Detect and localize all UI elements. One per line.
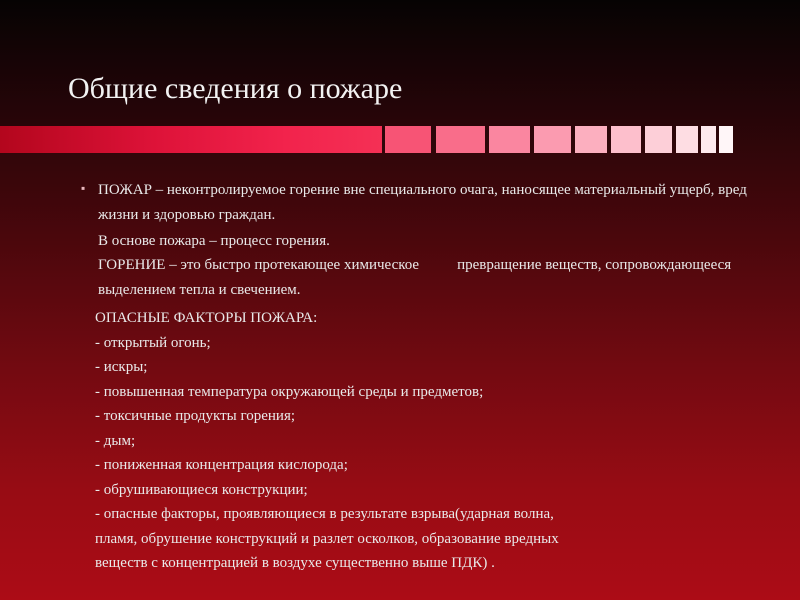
list-item: - обрушивающиеся конструкции;: [95, 481, 308, 498]
square-bullet-icon: ▪: [81, 181, 86, 195]
definition-combustion-part1: ГОРЕНИЕ – это быстро протекающее химическое: [98, 257, 420, 273]
decorative-stripe-bar: [0, 126, 800, 154]
list-item: пламя, обрушение конструкций и разлет осколков, образование вредных: [95, 530, 559, 547]
definition-fire: ПОЖАР – неконтролируемое горение вне специального очага, наносящее материальный ущерб, вред жизни и здоровью граждан.: [98, 182, 747, 223]
basis-of-fire: В основе пожара – процесс горения.: [98, 233, 330, 249]
definition-combustion-part2: превращение веществ, сопровождающееся выделением тепла и свечением.: [98, 257, 732, 298]
list-item: - дым;: [95, 432, 136, 449]
stripe-segment: [489, 126, 530, 153]
stripe-segment: [676, 126, 698, 153]
hazard-factors-heading: ОПАСНЫЕ ФАКТОРЫ ПОЖАРА:: [95, 310, 318, 326]
definition-combustion: [98, 253, 748, 303]
list-item: - открытый огонь;: [95, 334, 211, 351]
stripe-segment: [534, 126, 571, 153]
list-item: - пониженная концентрация кислорода;: [95, 457, 348, 473]
main-accent-bar: [0, 126, 382, 153]
stripe-segment: [719, 126, 733, 153]
stripe-segment: [611, 126, 641, 153]
stripe-segment: [575, 126, 607, 153]
stripe-segment: [436, 126, 485, 153]
hazard-factors-list: [95, 306, 755, 576]
list-item: веществ с концентрацией в воздухе существенно выше ПДК) .: [95, 555, 495, 571]
stripe-segment: [701, 126, 716, 153]
slide-title: Общие сведения о пожаре: [68, 72, 403, 105]
stripe-segment: [385, 126, 431, 153]
list-item: - опасные факторы, проявляющиеся в результате взрыва(ударная волна,: [95, 506, 554, 522]
list-item: - искры;: [95, 359, 148, 375]
list-item: - токсичные продукты горения;: [95, 408, 296, 424]
list-item: - повышенная температура окружающей среды и предметов;: [95, 383, 484, 400]
stripe-segment: [645, 126, 672, 153]
